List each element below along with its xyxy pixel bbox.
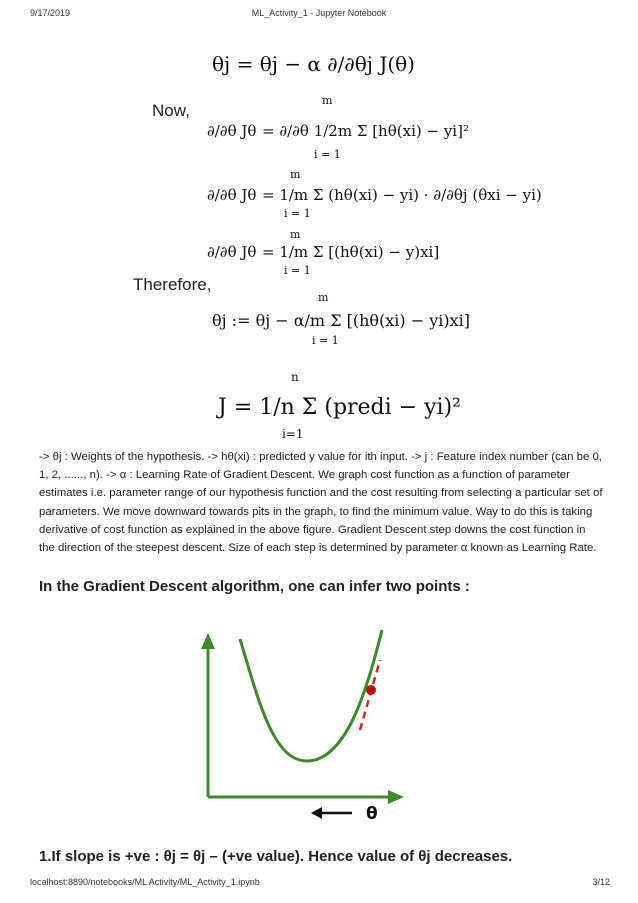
- sum-upper-limit-4: m: [318, 291, 329, 304]
- current-point: [366, 685, 376, 695]
- derivative-equation-1-lhs: ∂/∂θ Jθ: [207, 122, 257, 140]
- footer-page-number: 3/12: [592, 877, 610, 887]
- sum-lower-limit-1: i = 1: [314, 148, 341, 161]
- sum-upper-limit-2: m: [290, 168, 301, 181]
- cost-curve: [240, 630, 382, 761]
- update-rule-equation: θj = θj − α ∂/∂θj J(θ): [212, 52, 415, 76]
- derivative-equation-2: = 1/m Σ (hθ(xi) − yi) · ∂/∂θj (θxi − yi): [262, 186, 542, 204]
- derivative-equation-3: = 1/m Σ [(hθ(xi) − y)xi]: [262, 243, 440, 261]
- theta-axis-label: θ: [366, 804, 378, 824]
- explanation-paragraph: -> θj : Weights of the hypothesis. -> hθ(xi) : predicted y value for ith input. -> j : Feature index number (can be 0, 1, 2, ......, n). -> α : Learning Rate of Gradient Descent. We graph cost function as a function of parameter estimates i.e. parameter range of our hypothesis function and the cost resulting from selecting a particular set of parameters. We move downward towards pits in the graph, to find the minimum value. Way to do this is taking derivative of cost function as explained in the above figure. Gradient Descent step downs the cost function in the direction of the steepest descent. Size of each step is determined by parameter α known as Learning Rate.: [39, 451, 603, 555]
- x-axis-arrowhead: [388, 790, 404, 804]
- print-date: 9/17/2019: [30, 8, 71, 18]
- derivative-equation-2-lhs: ∂/∂θ Jθ: [207, 186, 257, 204]
- word-therefore: Therefore,: [133, 275, 212, 294]
- final-update-rule-equation: θj := θj − α/m Σ [(hθ(xi) − yi)xi]: [212, 311, 470, 330]
- sum-upper-limit-n: n: [291, 370, 299, 384]
- sum-lower-limit-n: i=1: [282, 427, 304, 441]
- sum-lower-limit-2: i = 1: [284, 207, 311, 220]
- theta-arrow-head: [311, 807, 322, 819]
- footer-url: localhost:8890/notebooks/ML Activity/ML_Activity_1.ipynb: [30, 877, 260, 887]
- word-now: Now,: [152, 101, 190, 120]
- section-heading: In the Gradient Descent algorithm, one can infer two points :: [39, 578, 470, 595]
- derivative-equation-1: = ∂/∂θ 1/2m Σ [hθ(xi) − yi]²: [262, 122, 469, 140]
- document-title: ML_Activity_1 - Jupyter Notebook: [251, 8, 387, 18]
- gradient-descent-graph: [190, 625, 420, 825]
- cost-function-equation: J = 1/n Σ (predi − yi)²: [218, 395, 461, 420]
- sum-upper-limit-1: m: [322, 94, 333, 107]
- point-1-text: 1.If slope is +ve : θj = θj – (+ve value). Hence value of θj decreases.: [39, 848, 513, 865]
- derivative-equation-3-lhs: ∂/∂θ Jθ: [207, 243, 257, 261]
- sum-lower-limit-3: i = 1: [284, 264, 311, 277]
- sum-lower-limit-4: i = 1: [312, 334, 339, 347]
- sum-upper-limit-3: m: [290, 228, 301, 241]
- y-axis-arrowhead: [201, 633, 215, 649]
